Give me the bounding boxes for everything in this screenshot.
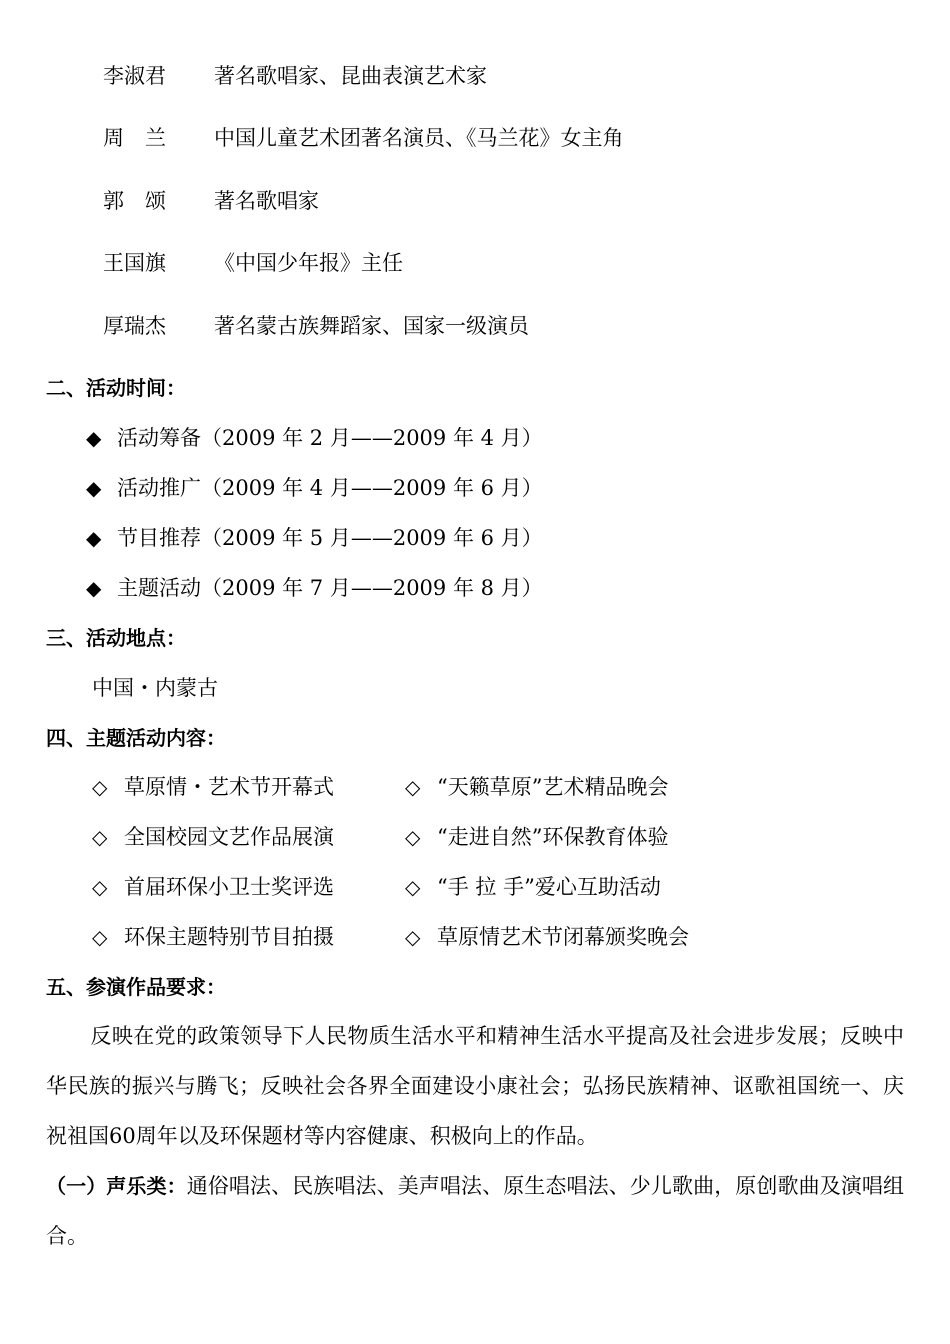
time-item-text: 主题活动（2009 年 7 月——2009 年 8 月） bbox=[117, 576, 543, 600]
time-item-text: 活动筹备（2009 年 2 月——2009 年 4 月） bbox=[117, 426, 543, 450]
vocal-lead: （一）声乐类： bbox=[46, 1174, 187, 1198]
jury-name: 周 兰 bbox=[103, 126, 166, 150]
jury-name: 王国旗 bbox=[103, 251, 166, 275]
activity-item-text: 草原情・艺术节开幕式 bbox=[124, 775, 334, 799]
requirements-paragraph bbox=[46, 1011, 904, 1161]
vocal-text: 通俗唱法、民族唱法、美声唱法、原生态唱法、少儿歌曲，原创歌曲及演唱组合。 bbox=[46, 1174, 905, 1248]
time-item-text: 节目推荐（2009 年 5 月——2009 年 6 月） bbox=[117, 526, 543, 550]
jury-name: 郭 颂 bbox=[103, 189, 166, 213]
activity-item-text: 首届环保小卫士奖评选 bbox=[124, 875, 334, 899]
activity-item bbox=[405, 874, 661, 900]
hollow-diamond-icon: ◇ bbox=[405, 925, 421, 949]
jury-title: 著名歌唱家、昆曲表演艺术家 bbox=[214, 64, 487, 88]
section-heading-activities: 四、主题活动内容： bbox=[46, 726, 226, 750]
activity-item-text: “天籁草原”艺术精品晚会 bbox=[437, 775, 669, 799]
time-item-text: 活动推广（2009 年 4 月——2009 年 6 月） bbox=[117, 476, 543, 500]
activity-item-text: 全国校园文艺作品展演 bbox=[124, 825, 334, 849]
activity-item bbox=[92, 774, 334, 800]
activity-item bbox=[405, 924, 689, 950]
jury-title: 著名歌唱家 bbox=[214, 189, 319, 213]
activity-item-text: 草原情艺术节闭幕颁奖晚会 bbox=[437, 925, 689, 949]
jury-title: 中国儿童艺术团著名演员、《马兰花》女主角 bbox=[214, 126, 624, 150]
activity-item bbox=[405, 824, 668, 850]
vocal-paragraph bbox=[46, 1161, 904, 1261]
hollow-diamond-icon: ◇ bbox=[92, 925, 108, 949]
filled-diamond-icon: ◆ bbox=[86, 526, 102, 550]
hollow-diamond-icon: ◇ bbox=[92, 825, 108, 849]
hollow-diamond-icon: ◇ bbox=[405, 825, 421, 849]
activity-item bbox=[405, 774, 668, 800]
jury-title: 著名蒙古族舞蹈家、国家一级演员 bbox=[214, 314, 529, 338]
jury-name: 厚瑞杰 bbox=[103, 314, 166, 338]
requirements-text: 反映在党的政策领导下人民物质生活水平和精神生活水平提高及社会进步发展；反映中华民族的振兴与腾飞；反映社会各界全面建设小康社会；弘扬民族精神、讴歌祖国统一、庆祝祖国60周年以及环保题材等内容健康、积极向上的作品。 bbox=[46, 1024, 904, 1148]
time-item bbox=[86, 575, 543, 601]
activity-item bbox=[92, 874, 334, 900]
activity-item-text: “走进自然”环保教育体验 bbox=[437, 825, 669, 849]
jury-title: 《中国少年报》主任 bbox=[214, 251, 403, 275]
filled-diamond-icon: ◆ bbox=[86, 576, 102, 600]
activity-item-text: “手 拉 手”爱心互助活动 bbox=[437, 875, 661, 899]
time-item bbox=[86, 475, 543, 501]
hollow-diamond-icon: ◇ bbox=[92, 775, 108, 799]
time-item bbox=[86, 425, 543, 451]
location-text: 中国・内蒙古 bbox=[92, 676, 218, 700]
filled-diamond-icon: ◆ bbox=[86, 476, 102, 500]
activity-item bbox=[92, 924, 334, 950]
activity-item-text: 环保主题特别节目拍摄 bbox=[124, 925, 334, 949]
jury-name: 李淑君 bbox=[103, 64, 166, 88]
section-heading-requirements: 五、参演作品要求： bbox=[46, 975, 226, 999]
hollow-diamond-icon: ◇ bbox=[405, 875, 421, 899]
activity-item bbox=[92, 824, 334, 850]
hollow-diamond-icon: ◇ bbox=[405, 775, 421, 799]
section-heading-time: 二、活动时间： bbox=[46, 376, 186, 400]
time-item bbox=[86, 525, 543, 551]
hollow-diamond-icon: ◇ bbox=[92, 875, 108, 899]
filled-diamond-icon: ◆ bbox=[86, 426, 102, 450]
section-heading-location: 三、活动地点： bbox=[46, 626, 186, 650]
